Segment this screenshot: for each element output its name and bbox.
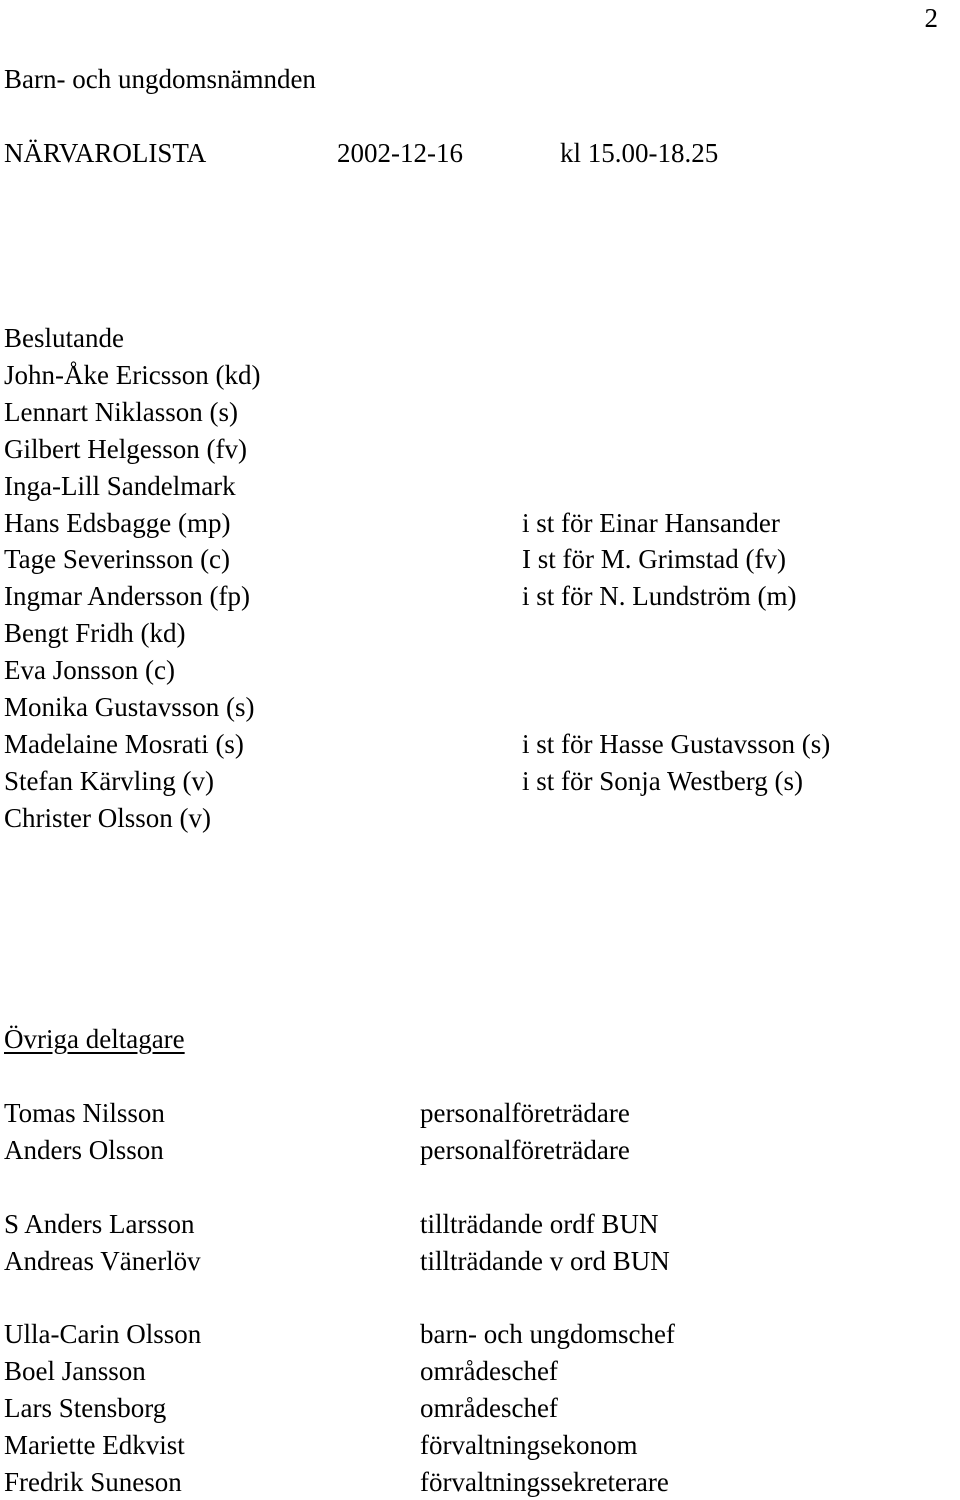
other-participants-heading: Övriga deltagare: [4, 1024, 185, 1054]
member-note: I st för M. Grimstad (fv): [522, 544, 786, 575]
member-note: i st för N. Lundström (m): [522, 581, 797, 612]
member-note: [522, 468, 830, 505]
member-note: [522, 615, 830, 652]
participant-group-2-names: [4, 1206, 201, 1280]
participant-name: Anders Olsson: [4, 1134, 164, 1165]
decision-makers-notes: [522, 357, 830, 837]
participant-role: områdeschef: [420, 1355, 558, 1386]
participant-group-3-names: [4, 1316, 201, 1500]
participant-name: Ulla-Carin Olsson: [4, 1319, 202, 1349]
meeting-time: kl 15.00-18.25: [560, 138, 719, 168]
participant-role: tillträdande ordf BUN: [420, 1209, 659, 1239]
meeting-date: 2002-12-16: [337, 138, 463, 168]
participant-role: tillträdande v ord BUN: [420, 1245, 670, 1276]
member-name: John-Åke Ericsson (kd): [4, 360, 261, 390]
member-note: i st för Sonja Westberg (s): [522, 765, 804, 796]
member-name: Ingmar Andersson (fp): [4, 581, 250, 612]
member-name: Bengt Fridh (kd): [4, 618, 186, 649]
member-name: Stefan Kärvling (v): [4, 765, 214, 796]
participant-name: Mariette Edkvist: [4, 1429, 185, 1460]
participant-role: områdeschef: [420, 1392, 558, 1423]
decision-makers-heading: Beslutande: [4, 323, 124, 353]
participant-role: förvaltningsekonom: [420, 1429, 638, 1460]
committee-name: Barn- och ungdomsnämnden: [4, 64, 316, 94]
member-note: i st för Hasse Gustavsson (s): [522, 728, 831, 759]
participant-role: personalföreträdare: [420, 1134, 630, 1165]
participant-name: Lars Stensborg: [4, 1392, 167, 1423]
participant-group-1-roles: [420, 1095, 630, 1169]
decision-makers-names: [4, 357, 260, 837]
member-name: Tage Severinsson (c): [4, 544, 231, 575]
participant-role: personalföreträdare: [420, 1098, 630, 1128]
participant-name: Boel Jansson: [4, 1355, 146, 1386]
participant-group-1-names: [4, 1095, 165, 1169]
page-number: 2: [924, 3, 938, 33]
member-note: [522, 689, 830, 726]
member-note: [522, 394, 830, 431]
member-name: Gilbert Helgesson (fv): [4, 433, 247, 464]
member-note: [522, 652, 830, 689]
member-note: i st för Einar Hansander: [522, 507, 780, 538]
participant-name: Andreas Vänerlöv: [4, 1245, 201, 1276]
participant-name: Fredrik Suneson: [4, 1466, 182, 1497]
participant-group-2-roles: [420, 1206, 670, 1280]
member-name: Hans Edsbagge (mp): [4, 507, 231, 538]
participant-group-3-roles: [420, 1316, 675, 1500]
member-name: Eva Jonsson (c): [4, 655, 175, 686]
participant-role: barn- och ungdomschef: [420, 1319, 675, 1349]
member-note: [522, 357, 830, 394]
member-name: Inga-Lill Sandelmark: [4, 470, 236, 501]
participant-role: förvaltningssekreterare: [420, 1466, 669, 1497]
member-name: Christer Olsson (v): [4, 802, 211, 833]
member-name: Madelaine Mosrati (s): [4, 728, 244, 759]
member-note: [522, 800, 830, 837]
member-name: Lennart Niklasson (s): [4, 396, 238, 427]
participant-name: S Anders Larsson: [4, 1209, 195, 1239]
document-title: NÄRVAROLISTA: [4, 138, 207, 168]
member-note: [522, 431, 830, 468]
member-name: Monika Gustavsson (s): [4, 692, 255, 723]
participant-name: Tomas Nilsson: [4, 1098, 165, 1128]
